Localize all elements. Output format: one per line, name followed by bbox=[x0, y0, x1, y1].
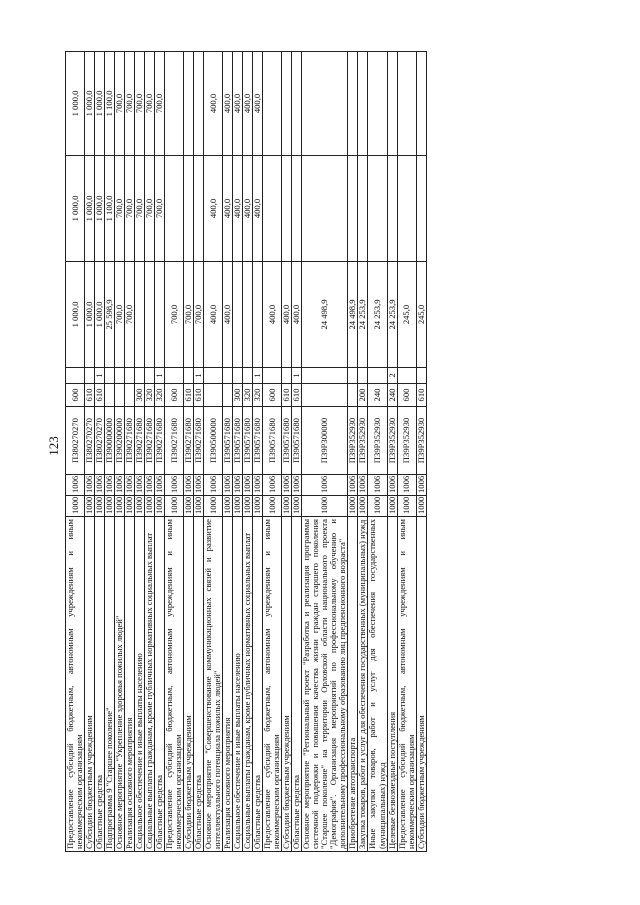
section-code-cell: 1000 bbox=[282, 496, 292, 517]
amount-year-1-cell: 400,0 bbox=[223, 262, 233, 368]
table-row bbox=[358, 52, 368, 852]
table-row bbox=[348, 52, 358, 852]
table-row bbox=[233, 52, 243, 852]
amount-year-3-cell: 1 000,0 bbox=[66, 52, 85, 156]
source-code-cell bbox=[348, 368, 358, 384]
source-code-cell bbox=[125, 368, 135, 384]
table-row bbox=[66, 52, 85, 852]
subsection-code-cell: 1006 bbox=[125, 475, 135, 496]
target-article-code-cell: П390271680 bbox=[125, 407, 135, 475]
amount-year-1-cell: 245,0 bbox=[397, 262, 416, 368]
amount-year-1-cell: 24 253,9 bbox=[368, 262, 387, 368]
section-code-cell: 1000 bbox=[165, 496, 184, 517]
amount-year-1-cell bbox=[145, 262, 155, 368]
item-name-cell: Приобретение автотранспорта bbox=[348, 517, 358, 852]
amount-year-3-cell: 700,0 bbox=[125, 52, 135, 156]
amount-year-2-cell bbox=[358, 156, 368, 262]
subsection-code-cell: 1006 bbox=[358, 475, 368, 496]
target-article-code-cell: П380270270 bbox=[66, 407, 85, 475]
expense-type-code-cell: 610 bbox=[95, 384, 105, 407]
amount-year-2-cell bbox=[282, 156, 292, 262]
subsection-code-cell: 1006 bbox=[263, 475, 282, 496]
expense-type-code-cell: 610 bbox=[85, 384, 95, 407]
expense-type-code-cell: 320 bbox=[155, 384, 165, 407]
target-article-code-cell: П390571680 bbox=[282, 407, 292, 475]
expense-type-code-cell: 300 bbox=[233, 384, 243, 407]
section-code-cell: 1000 bbox=[223, 496, 233, 517]
item-name-cell: Иные закупки товаров, работ и услуг для обеспечения государственных (муниципальных) нужд bbox=[368, 517, 387, 852]
expense-type-code-cell: 200 bbox=[358, 384, 368, 407]
expense-type-code-cell: 320 bbox=[243, 384, 253, 407]
item-name-cell: Областные средства bbox=[155, 517, 165, 852]
expense-type-code-cell: 610 bbox=[194, 384, 204, 407]
section-code-cell: 1000 bbox=[387, 496, 397, 517]
table-row bbox=[125, 52, 135, 852]
amount-year-1-cell: 700,0 bbox=[115, 262, 125, 368]
amount-year-2-cell: 400,0 bbox=[233, 156, 243, 262]
section-code-cell: 1000 bbox=[125, 496, 135, 517]
table-row bbox=[194, 52, 204, 852]
expense-type-code-cell: 240 bbox=[368, 384, 387, 407]
section-code-cell: 1000 bbox=[263, 496, 282, 517]
subsection-code-cell: 1006 bbox=[95, 475, 105, 496]
amount-year-2-cell bbox=[368, 156, 387, 262]
target-article-code-cell: П380270270 bbox=[85, 407, 95, 475]
table-row bbox=[282, 52, 292, 852]
amount-year-3-cell: 1 000,0 bbox=[95, 52, 105, 156]
target-article-code-cell: П390571680 bbox=[243, 407, 253, 475]
expense-type-code-cell: 600 bbox=[165, 384, 184, 407]
table-row bbox=[85, 52, 95, 852]
item-name-cell: Подпрограмма 9 "Старшее поколение" bbox=[105, 517, 115, 852]
expense-type-code-cell: 600 bbox=[263, 384, 282, 407]
item-name-cell: Предоставление субсидий бюджетным, автономным учреждениям и иным некоммерческим организациям bbox=[263, 517, 282, 852]
amount-year-1-cell: 700,0 bbox=[125, 262, 135, 368]
table-row bbox=[416, 52, 426, 852]
amount-year-2-cell: 400,0 bbox=[243, 156, 253, 262]
amount-year-2-cell bbox=[292, 156, 302, 262]
amount-year-2-cell bbox=[387, 156, 397, 262]
expense-type-code-cell: 300 bbox=[135, 384, 145, 407]
expense-type-code-cell: 600 bbox=[397, 384, 416, 407]
amount-year-1-cell: 24 253,9 bbox=[358, 262, 368, 368]
amount-year-3-cell bbox=[292, 52, 302, 156]
amount-year-1-cell: 24 498,9 bbox=[348, 262, 358, 368]
item-name-cell: Субсидии бюджетным учреждениям bbox=[85, 517, 95, 852]
item-name-cell: Реализация основного мероприятия bbox=[223, 517, 233, 852]
amount-year-3-cell bbox=[184, 52, 194, 156]
item-name-cell: Социальные выплаты гражданам, кроме публичных нормативных социальных выплат bbox=[145, 517, 155, 852]
item-name-cell: Областные средства bbox=[194, 517, 204, 852]
amount-year-1-cell bbox=[135, 262, 145, 368]
amount-year-2-cell: 400,0 bbox=[204, 156, 223, 262]
amount-year-2-cell: 400,0 bbox=[223, 156, 233, 262]
source-code-cell bbox=[115, 368, 125, 384]
subsection-code-cell: 1006 bbox=[66, 475, 85, 496]
item-name-cell: Субсидии бюджетным учреждениям bbox=[282, 517, 292, 852]
amount-year-1-cell bbox=[233, 262, 243, 368]
table-row bbox=[263, 52, 282, 852]
section-code-cell: 1000 bbox=[95, 496, 105, 517]
rotated-table-container bbox=[65, 52, 590, 852]
expense-type-code-cell bbox=[223, 384, 233, 407]
target-article-code-cell: П39Р352930 bbox=[397, 407, 416, 475]
section-code-cell: 1000 bbox=[66, 496, 85, 517]
target-article-code-cell: П390500000 bbox=[204, 407, 223, 475]
expense-type-code-cell bbox=[115, 384, 125, 407]
item-name-cell: Основное мероприятие "Укрепление здоровья пожилых людей" bbox=[115, 517, 125, 852]
item-name-cell: Предоставление субсидий бюджетным, автономным учреждениям и иным некоммерческим организациям bbox=[66, 517, 85, 852]
expense-type-code-cell: 320 bbox=[253, 384, 263, 407]
expense-type-code-cell bbox=[348, 384, 358, 407]
amount-year-1-cell: 400,0 bbox=[292, 262, 302, 368]
amount-year-3-cell bbox=[165, 52, 184, 156]
amount-year-2-cell: 400,0 bbox=[253, 156, 263, 262]
table-row bbox=[204, 52, 223, 852]
target-article-code-cell: П390271680 bbox=[194, 407, 204, 475]
table-row bbox=[387, 52, 397, 852]
target-article-code-cell: П390571680 bbox=[223, 407, 233, 475]
subsection-code-cell: 1006 bbox=[302, 475, 348, 496]
subsection-code-cell: 1006 bbox=[243, 475, 253, 496]
table-row bbox=[115, 52, 125, 852]
section-code-cell: 1000 bbox=[85, 496, 95, 517]
budget-table bbox=[65, 51, 427, 852]
section-code-cell: 1000 bbox=[105, 496, 115, 517]
source-code-cell bbox=[105, 368, 115, 384]
table-row bbox=[145, 52, 155, 852]
amount-year-1-cell bbox=[243, 262, 253, 368]
amount-year-2-cell bbox=[165, 156, 184, 262]
subsection-code-cell: 1006 bbox=[292, 475, 302, 496]
section-code-cell: 1000 bbox=[358, 496, 368, 517]
item-name-cell: Социальные выплаты гражданам, кроме публичных нормативных социальных выплат bbox=[243, 517, 253, 852]
subsection-code-cell: 1006 bbox=[282, 475, 292, 496]
subsection-code-cell: 1006 bbox=[85, 475, 95, 496]
item-name-cell: Социальное обеспечение и иные выплаты населению bbox=[135, 517, 145, 852]
target-article-code-cell: П390271680 bbox=[184, 407, 194, 475]
subsection-code-cell: 1006 bbox=[416, 475, 426, 496]
subsection-code-cell: 1006 bbox=[184, 475, 194, 496]
target-article-code-cell: П39Р300000 bbox=[302, 407, 348, 475]
target-article-code-cell: П390571680 bbox=[292, 407, 302, 475]
source-code-cell bbox=[184, 368, 194, 384]
amount-year-2-cell: 1 000,0 bbox=[95, 156, 105, 262]
target-article-code-cell: П390571680 bbox=[263, 407, 282, 475]
section-code-cell: 1000 bbox=[416, 496, 426, 517]
table-body bbox=[66, 52, 427, 852]
expense-type-code-cell bbox=[302, 384, 348, 407]
table-row bbox=[155, 52, 165, 852]
subsection-code-cell: 1006 bbox=[105, 475, 115, 496]
amount-year-3-cell bbox=[358, 52, 368, 156]
amount-year-1-cell bbox=[155, 262, 165, 368]
amount-year-1-cell: 400,0 bbox=[282, 262, 292, 368]
table-row bbox=[368, 52, 387, 852]
amount-year-3-cell bbox=[302, 52, 348, 156]
expense-type-code-cell: 610 bbox=[184, 384, 194, 407]
expense-type-code-cell bbox=[204, 384, 223, 407]
source-code-cell bbox=[135, 368, 145, 384]
target-article-code-cell: П390271680 bbox=[135, 407, 145, 475]
amount-year-2-cell bbox=[416, 156, 426, 262]
amount-year-1-cell: 1 000,0 bbox=[95, 262, 105, 368]
item-name-cell: Субсидии бюджетным учреждениям bbox=[184, 517, 194, 852]
item-name-cell: Предоставление субсидий бюджетным, автономным учреждениям и иным некоммерческим организациям bbox=[397, 517, 416, 852]
item-name-cell: Основное мероприятие "Региональный проект "Разработка и реализация программы системной поддержки и повышения качества жизни граждан старшего поколения "Старшее поколение" на территории Орловской области национального проекта "Демография". Организация мероприятий по профессиональному обучению и дополнительному профессиональному образованию лиц предпенсионного возраста" bbox=[302, 517, 348, 852]
item-name-cell: Областные средства bbox=[253, 517, 263, 852]
source-code-cell: 1 bbox=[292, 368, 302, 384]
item-name-cell: Целевые безвозмездные поступления bbox=[387, 517, 397, 852]
amount-year-1-cell: 1 000,0 bbox=[85, 262, 95, 368]
amount-year-3-cell bbox=[368, 52, 387, 156]
table-row bbox=[302, 52, 348, 852]
source-code-cell bbox=[358, 368, 368, 384]
subsection-code-cell: 1006 bbox=[115, 475, 125, 496]
subsection-code-cell: 1006 bbox=[348, 475, 358, 496]
item-name-cell: Социальное обеспечение и иные выплаты населению bbox=[233, 517, 243, 852]
section-code-cell: 1000 bbox=[135, 496, 145, 517]
target-article-code-cell: П380270270 bbox=[95, 407, 105, 475]
target-article-code-cell: П390571680 bbox=[253, 407, 263, 475]
amount-year-3-cell bbox=[397, 52, 416, 156]
amount-year-3-cell bbox=[416, 52, 426, 156]
target-article-code-cell: П39Р352930 bbox=[348, 407, 358, 475]
expense-type-code-cell bbox=[125, 384, 135, 407]
table-row bbox=[135, 52, 145, 852]
source-code-cell bbox=[397, 368, 416, 384]
table-row bbox=[184, 52, 194, 852]
section-code-cell: 1000 bbox=[155, 496, 165, 517]
section-code-cell: 1000 bbox=[348, 496, 358, 517]
amount-year-1-cell: 1 000,0 bbox=[66, 262, 85, 368]
amount-year-2-cell: 700,0 bbox=[135, 156, 145, 262]
amount-year-1-cell: 700,0 bbox=[165, 262, 184, 368]
amount-year-3-cell: 400,0 bbox=[223, 52, 233, 156]
item-name-cell: Основное мероприятие "Совершенствование коммуникационных связей и развитие интеллектуального потенциала пожилых людей" bbox=[204, 517, 223, 852]
item-name-cell: Закупка товаров, работ и услуг для обеспечения государственных (муниципальных) нужд bbox=[358, 517, 368, 852]
section-code-cell: 1000 bbox=[368, 496, 387, 517]
subsection-code-cell: 1006 bbox=[387, 475, 397, 496]
amount-year-1-cell bbox=[253, 262, 263, 368]
amount-year-2-cell bbox=[397, 156, 416, 262]
section-code-cell: 1000 bbox=[145, 496, 155, 517]
subsection-code-cell: 1006 bbox=[155, 475, 165, 496]
amount-year-3-cell: 700,0 bbox=[135, 52, 145, 156]
expense-type-code-cell: 610 bbox=[282, 384, 292, 407]
source-code-cell bbox=[85, 368, 95, 384]
table-row bbox=[397, 52, 416, 852]
expense-type-code-cell: 320 bbox=[145, 384, 155, 407]
source-code-cell bbox=[368, 368, 387, 384]
source-code-cell bbox=[145, 368, 155, 384]
amount-year-1-cell: 24 498,9 bbox=[302, 262, 348, 368]
source-code-cell bbox=[243, 368, 253, 384]
source-code-cell: 1 bbox=[253, 368, 263, 384]
source-code-cell bbox=[282, 368, 292, 384]
amount-year-2-cell bbox=[194, 156, 204, 262]
section-code-cell: 1000 bbox=[115, 496, 125, 517]
item-name-cell: Реализация основного мероприятия bbox=[125, 517, 135, 852]
target-article-code-cell: П390571680 bbox=[233, 407, 243, 475]
section-code-cell: 1000 bbox=[233, 496, 243, 517]
expense-type-code-cell: 240 bbox=[387, 384, 397, 407]
expense-type-code-cell: 610 bbox=[416, 384, 426, 407]
subsection-code-cell: 1006 bbox=[368, 475, 387, 496]
page-number: 123 bbox=[45, 436, 61, 456]
item-name-cell: Субсидии бюджетным учреждениям bbox=[416, 517, 426, 852]
amount-year-2-cell: 1 000,0 bbox=[66, 156, 85, 262]
amount-year-1-cell: 24 253,9 bbox=[387, 262, 397, 368]
table-row bbox=[223, 52, 233, 852]
amount-year-2-cell: 700,0 bbox=[145, 156, 155, 262]
amount-year-2-cell: 1 000,0 bbox=[85, 156, 95, 262]
table-row bbox=[243, 52, 253, 852]
amount-year-1-cell: 400,0 bbox=[263, 262, 282, 368]
amount-year-2-cell: 1 100,0 bbox=[105, 156, 115, 262]
amount-year-1-cell: 700,0 bbox=[194, 262, 204, 368]
amount-year-3-cell bbox=[194, 52, 204, 156]
section-code-cell: 1000 bbox=[243, 496, 253, 517]
subsection-code-cell: 1006 bbox=[233, 475, 243, 496]
target-article-code-cell: П390200000 bbox=[115, 407, 125, 475]
table-row bbox=[105, 52, 115, 852]
target-article-code-cell: П390271680 bbox=[145, 407, 155, 475]
target-article-code-cell: П39Р352930 bbox=[368, 407, 387, 475]
amount-year-2-cell: 700,0 bbox=[155, 156, 165, 262]
subsection-code-cell: 1006 bbox=[397, 475, 416, 496]
item-name-cell: Предоставление субсидий бюджетным, автономным учреждениям и иным некоммерческим организациям bbox=[165, 517, 184, 852]
amount-year-2-cell: 700,0 bbox=[115, 156, 125, 262]
amount-year-2-cell bbox=[302, 156, 348, 262]
amount-year-2-cell bbox=[184, 156, 194, 262]
source-code-cell bbox=[204, 368, 223, 384]
target-article-code-cell: П39Р352930 bbox=[416, 407, 426, 475]
target-article-code-cell: П390000000 bbox=[105, 407, 115, 475]
amount-year-3-cell bbox=[387, 52, 397, 156]
section-code-cell: 1000 bbox=[302, 496, 348, 517]
subsection-code-cell: 1006 bbox=[145, 475, 155, 496]
amount-year-2-cell bbox=[263, 156, 282, 262]
subsection-code-cell: 1006 bbox=[165, 475, 184, 496]
section-code-cell: 1000 bbox=[397, 496, 416, 517]
amount-year-3-cell: 400,0 bbox=[253, 52, 263, 156]
amount-year-2-cell: 700,0 bbox=[125, 156, 135, 262]
amount-year-3-cell: 700,0 bbox=[155, 52, 165, 156]
source-code-cell bbox=[165, 368, 184, 384]
amount-year-3-cell: 1 000,0 bbox=[85, 52, 95, 156]
amount-year-3-cell bbox=[282, 52, 292, 156]
section-code-cell: 1000 bbox=[253, 496, 263, 517]
source-code-cell bbox=[66, 368, 85, 384]
target-article-code-cell: П390271680 bbox=[165, 407, 184, 475]
section-code-cell: 1000 bbox=[194, 496, 204, 517]
table-row bbox=[95, 52, 105, 852]
target-article-code-cell: П390271680 bbox=[155, 407, 165, 475]
amount-year-3-cell: 400,0 bbox=[243, 52, 253, 156]
source-code-cell bbox=[233, 368, 243, 384]
amount-year-3-cell: 400,0 bbox=[233, 52, 243, 156]
source-code-cell: 1 bbox=[155, 368, 165, 384]
amount-year-3-cell: 700,0 bbox=[145, 52, 155, 156]
amount-year-1-cell: 400,0 bbox=[204, 262, 223, 368]
section-code-cell: 1000 bbox=[184, 496, 194, 517]
subsection-code-cell: 1006 bbox=[135, 475, 145, 496]
source-code-cell bbox=[223, 368, 233, 384]
subsection-code-cell: 1006 bbox=[223, 475, 233, 496]
source-code-cell: 2 bbox=[387, 368, 397, 384]
expense-type-code-cell bbox=[105, 384, 115, 407]
source-code-cell bbox=[416, 368, 426, 384]
table-row bbox=[292, 52, 302, 852]
section-code-cell: 1000 bbox=[204, 496, 223, 517]
amount-year-2-cell bbox=[348, 156, 358, 262]
subsection-code-cell: 1006 bbox=[194, 475, 204, 496]
source-code-cell: 1 bbox=[194, 368, 204, 384]
section-code-cell: 1000 bbox=[292, 496, 302, 517]
amount-year-3-cell: 1 100,0 bbox=[105, 52, 115, 156]
source-code-cell bbox=[302, 368, 348, 384]
table-row bbox=[165, 52, 184, 852]
target-article-code-cell: П39Р352930 bbox=[387, 407, 397, 475]
table-row bbox=[253, 52, 263, 852]
amount-year-3-cell: 700,0 bbox=[115, 52, 125, 156]
amount-year-1-cell: 245,0 bbox=[416, 262, 426, 368]
item-name-cell: Областные средства bbox=[292, 517, 302, 852]
expense-type-code-cell: 610 bbox=[292, 384, 302, 407]
amount-year-1-cell: 25 598,9 bbox=[105, 262, 115, 368]
subsection-code-cell: 1006 bbox=[253, 475, 263, 496]
subsection-code-cell: 1006 bbox=[204, 475, 223, 496]
item-name-cell: Областные средства bbox=[95, 517, 105, 852]
source-code-cell bbox=[263, 368, 282, 384]
amount-year-3-cell bbox=[263, 52, 282, 156]
source-code-cell: 1 bbox=[95, 368, 105, 384]
amount-year-3-cell: 400,0 bbox=[204, 52, 223, 156]
target-article-code-cell: П39Р352930 bbox=[358, 407, 368, 475]
expense-type-code-cell: 600 bbox=[66, 384, 85, 407]
amount-year-1-cell: 700,0 bbox=[184, 262, 194, 368]
amount-year-3-cell bbox=[348, 52, 358, 156]
